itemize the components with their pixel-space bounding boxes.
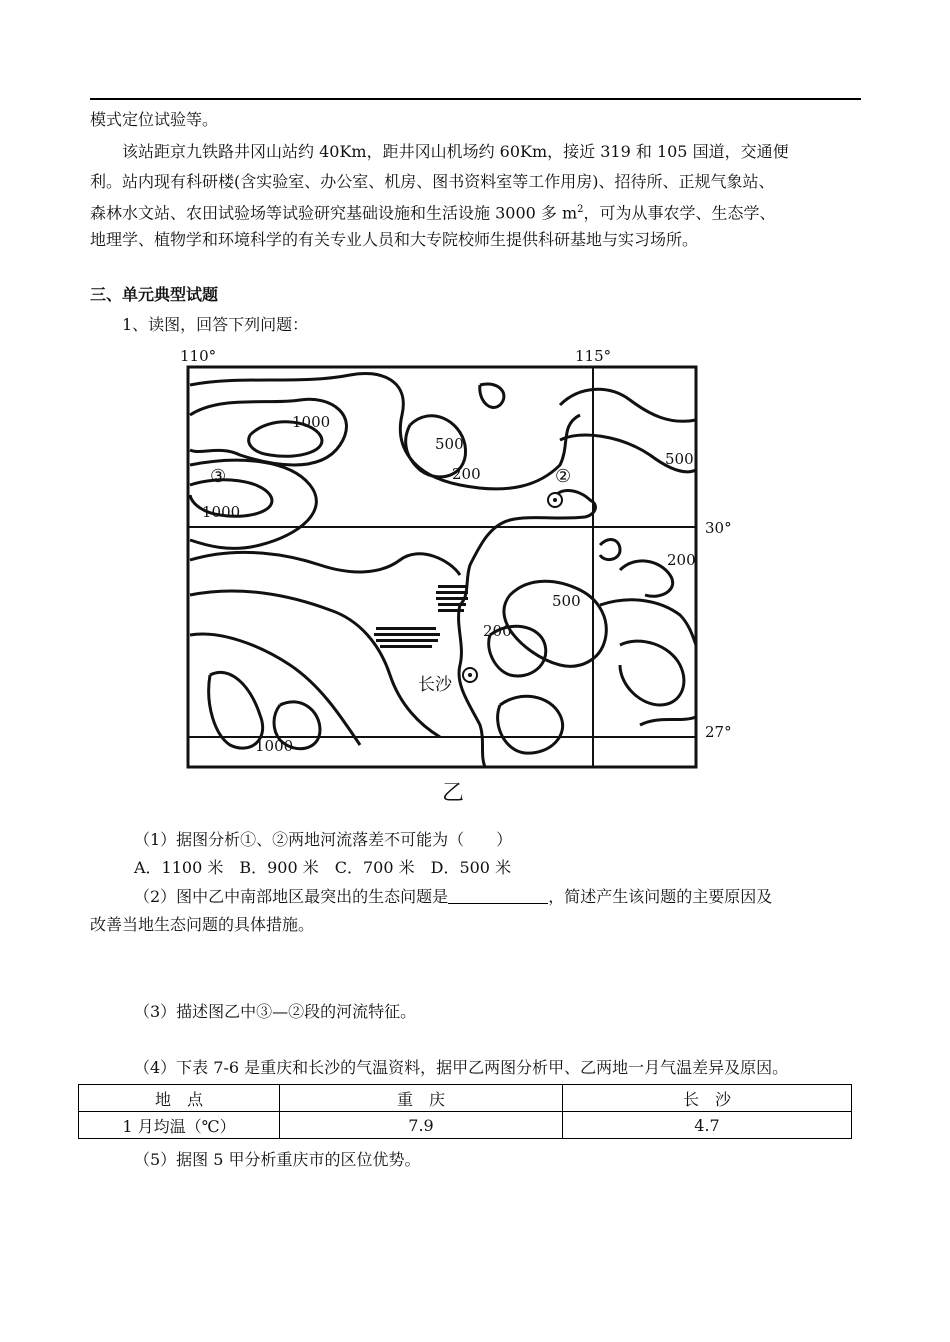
table-header-cell: 地 点: [79, 1085, 280, 1112]
answer-blank[interactable]: [448, 887, 548, 904]
table-header-cell: 长 沙: [563, 1085, 852, 1112]
contour-label-500-east: 500: [665, 450, 694, 468]
superscript-two: 2: [577, 204, 584, 215]
contour-line: [498, 696, 563, 753]
contour-label-200-mid: 200: [483, 622, 512, 640]
temperature-table: [78, 1084, 852, 1139]
paragraph-line-1: 模式定位试验等。: [90, 110, 219, 129]
paragraph-line-4-text: 森林水文站、农田试验场等试验研究基础设施和生活设施 3000 多 m: [90, 203, 578, 223]
question-1: （1）据图分析①、②两地河流落差不可能为（ ）: [134, 830, 513, 849]
contour-line: [560, 389, 696, 421]
table-row: [79, 1112, 852, 1139]
question-1-options: A．1100 米 B．900 米 C．700 米 D．500 米: [134, 858, 512, 877]
marker-2-label: ②: [555, 466, 572, 487]
contour-line: [480, 384, 504, 407]
table-cell: 4.7: [563, 1112, 852, 1139]
contour-label-1000-south: 1000: [255, 737, 294, 755]
contour-label-500: 500: [435, 435, 464, 453]
lat-30-label: 30°: [705, 519, 732, 537]
header-rule: [90, 98, 861, 100]
question-4: （4）下表 7-6 是重庆和长沙的气温资料，据甲乙两图分析甲、乙两地一月气温差异及原因。: [134, 1058, 789, 1077]
table-cell: 7.9: [280, 1112, 563, 1139]
river-south: [459, 605, 485, 767]
contour-line: [620, 641, 684, 705]
contour-line: [190, 552, 460, 575]
question-2-text: （2）图中乙中南部地区最突出的生态问题是: [134, 887, 449, 906]
question-3: （3）描述图乙中③—②段的河流特征。: [134, 1002, 417, 1021]
question-5: （5）据图 5 甲分析重庆市的区位优势。: [134, 1150, 421, 1169]
contour-label-500-mid: 500: [552, 592, 581, 610]
marker-3-label: ③: [210, 466, 227, 487]
lon-115-label: 115°: [575, 347, 612, 365]
paragraph-line-3: 利。站内现有科研楼(含实验室、办公室、机房、图书资料室等工作用房)、招待所、正规气象站、: [90, 172, 775, 191]
lat-27-label: 27°: [705, 723, 732, 741]
contour-line: [600, 600, 696, 645]
table-header-row: [79, 1085, 852, 1112]
paragraph-line-5: 地理学、植物学和环境科学的有关专业人员和大专院校师生提供科研基地与实习场所。: [90, 230, 699, 249]
table-header-cell: 重 庆: [280, 1085, 563, 1112]
city-label-changsha: 长沙: [418, 675, 452, 695]
contour-label-200-east: 200: [667, 551, 696, 569]
contour-line: [190, 373, 580, 488]
contour-line: [620, 561, 673, 596]
question-2-tail: ，简述产生该问题的主要原因及: [548, 887, 773, 906]
contour-label-200: 200: [452, 465, 481, 483]
table-cell: 1 月均温（℃）: [79, 1112, 280, 1139]
paragraph-line-4: [90, 200, 776, 223]
map-caption: 乙: [442, 781, 465, 805]
paragraph-line-2: 该站距京九铁路井冈山站约 40Km，距井冈山机场约 60Km，接近 319 和 105 国道，交通便: [122, 142, 789, 161]
question-intro: 1、读图，回答下列问题：: [122, 315, 309, 334]
contour-line: [600, 540, 620, 560]
paragraph-line-4-tail: ，可为从事农学、生态学、: [583, 203, 776, 223]
contour-line: [640, 717, 696, 725]
question-2: [134, 887, 772, 907]
contour-label-1000-west: 1000: [202, 503, 241, 521]
lon-110-label: 110°: [180, 347, 217, 365]
question-2-line-2: 改善当地生态问题的具体措施。: [90, 915, 315, 934]
topographic-map: [180, 345, 755, 805]
contour-label-1000: 1000: [292, 413, 331, 431]
section-heading: 三、单元典型试题: [90, 285, 219, 304]
